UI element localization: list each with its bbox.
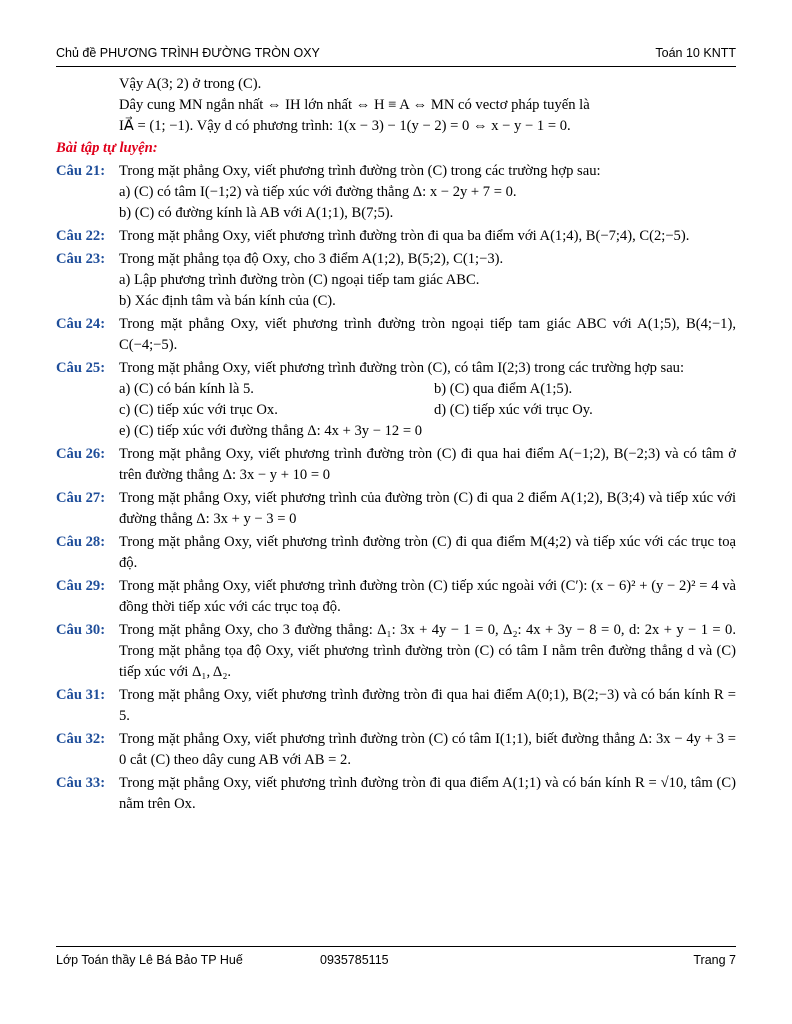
question-text: Trong mặt phẳng Oxy, viết phương trình đường tròn (C) trong các trường hợp sau:: [119, 163, 601, 179]
question-number: Câu 28:: [56, 534, 106, 550]
question-text: Trong mặt phẳng Oxy, viết phương trình đường tròn đi qua hai điểm A(0;1), B(2;−3) và có bán kính R = 5.: [119, 687, 736, 724]
question-number: Câu 22:: [56, 228, 106, 244]
question-text: Trong mặt phẳng Oxy, viết phương trình của đường tròn (C) đi qua 2 điểm A(1;2), B(3;4) và tiếp xúc với đường thẳng Δ: 3x + y − 3 = 0: [119, 490, 736, 527]
question-text: b) (C) có đường kính là AB với A(1;1), B(7;5).: [119, 205, 394, 221]
question-number: Câu 21:: [56, 163, 106, 179]
question-number: Câu 24:: [56, 316, 106, 332]
intro-line: IA⃗ = (1; −1). Vậy d có phương trình: 1(x − 3) − 1(y − 2) = 0 ⇔ x − y − 1 = 0.: [119, 118, 571, 134]
question-26: [56, 444, 736, 486]
answer-row: [119, 379, 736, 400]
question-text: Trong mặt phẳng Oxy, viết phương trình đường tròn đi qua ba điểm với A(1;4), B(−7;4), C(2;−5).: [119, 228, 690, 244]
question-number: Câu 25:: [56, 360, 106, 376]
question-number: Câu 32:: [56, 731, 106, 747]
footer-phone: 0935785115: [320, 953, 389, 967]
question-33: [56, 773, 736, 815]
question-number: Câu 27:: [56, 490, 106, 506]
question-text: a) (C) có tâm I(−1;2) và tiếp xúc với đường thẳng Δ: x − 2y + 7 = 0.: [119, 184, 517, 200]
question-text: Trong mặt phẳng Oxy, viết phương trình đường tròn (C) có tâm I(1;1), biết đường thẳng Δ: 3x − 4y + 3 = 0 cắt (C) theo dây cung AB với AB = 2.: [119, 731, 736, 768]
question-text: Trong mặt phẳng Oxy, viết phương trình đường tròn (C) tiếp xúc ngoài với (C′): (x − 6)² + (y − 2)² = 4 và đồng thời tiếp xúc với các trục toạ độ.: [119, 578, 736, 615]
question-number: Câu 30:: [56, 622, 106, 638]
question-text: Trong mặt phẳng Oxy, viết phương trình đường tròn (C) đi qua điểm M(4;2) và tiếp xúc với các trục toạ độ.: [119, 534, 736, 571]
option-d: d) (C) tiếp xúc với trục Oy.: [434, 402, 593, 418]
question-text: Trong mặt phẳng Oxy, viết phương trình đường tròn đi qua điểm A(1;1) và có bán kính R = √10, tâm (C) nằm trên Ox.: [119, 775, 736, 812]
question-25: [56, 358, 736, 442]
option-c: c) (C) tiếp xúc với trục Ox.: [119, 402, 278, 418]
question-24: [56, 314, 736, 356]
question-21: [56, 161, 736, 224]
question-text: Trong mặt phẳng tọa độ Oxy, cho 3 điểm A(1;2), B(5;2), C(1;−3).: [119, 251, 504, 267]
question-text: a) Lập phương trình đường tròn (C) ngoại tiếp tam giác ABC.: [119, 272, 480, 288]
intro-line: Dây cung MN ngắn nhất ⇔ IH lớn nhất ⇔ H ≡ A ⇔ MN có vectơ pháp tuyến là: [119, 97, 590, 113]
footer-author: Lớp Toán thầy Lê Bá Bảo TP Huế: [56, 953, 243, 967]
question-number: Câu 26:: [56, 446, 106, 462]
answer-row: [119, 400, 736, 421]
question-text: Trong mặt phẳng Oxy, viết phương trình đường tròn (C), có tâm I(2;3) trong các trường hợp sau:: [119, 360, 685, 376]
option-e: e) (C) tiếp xúc với đường thẳng Δ: 4x + 3y − 12 = 0: [119, 423, 423, 439]
page-footer: [56, 946, 736, 973]
question-text: b) Xác định tâm và bán kính của (C).: [119, 293, 336, 309]
page-content: [56, 74, 736, 815]
section-title: Bài tập tự luyện:: [56, 140, 158, 156]
header-course: Toán 10 KNTT: [655, 46, 736, 60]
question-29: [56, 576, 736, 618]
question-number: Câu 31:: [56, 687, 106, 703]
header-topic: Chủ đề PHƯƠNG TRÌNH ĐƯỜNG TRÒN OXY: [56, 46, 320, 60]
question-number: Câu 33:: [56, 775, 106, 791]
intro-line: Vậy A(3; 2) ở trong (C).: [119, 76, 262, 92]
page-number: Trang 7: [693, 953, 736, 967]
question-number: Câu 29:: [56, 578, 106, 594]
question-28: [56, 532, 736, 574]
question-number: Câu 23:: [56, 251, 106, 267]
question-32: [56, 729, 736, 771]
option-a: a) (C) có bán kính là 5.: [119, 381, 254, 397]
question-text: Trong mặt phẳng Oxy, viết phương trình đường tròn ngoại tiếp tam giác ABC với A(1;5), B(4;−1), C(−4;−5).: [119, 316, 736, 353]
option-b: b) (C) qua điểm A(1;5).: [434, 381, 573, 397]
question-22: [56, 226, 736, 247]
question-text: Trong mặt phẳng Oxy, viết phương trình đường tròn (C) đi qua hai điểm A(−1;2), B(−2;3) và có tâm ở trên đường thẳng Δ: 3x − y + 10 = 0: [119, 446, 736, 483]
question-27: [56, 488, 736, 530]
question-23: [56, 249, 736, 312]
question-31: [56, 685, 736, 727]
question-text: Trong mặt phẳng Oxy, cho 3 đường thẳng: Δ₁: 3x + 4y − 1 = 0, Δ₂: 4x + 3y − 8 = 0, d: 2x + y − 1 = 0. Trong mặt phẳng tọa độ Oxy, viết phương trình đường tròn (C) có tâm I nằm trên đường thẳng d và (C) tiếp xúc với Δ₁, Δ₂.: [119, 622, 736, 680]
page-header: [56, 46, 736, 67]
question-30: [56, 620, 736, 683]
